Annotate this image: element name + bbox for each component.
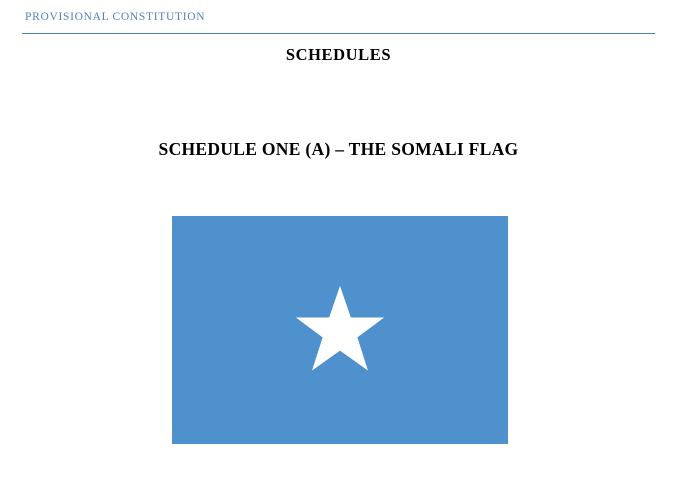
five-pointed-star-icon bbox=[294, 284, 386, 376]
page-title: SCHEDULES bbox=[285, 45, 392, 64]
schedule-heading: SCHEDULE ONE (A) – THE SOMALI FLAG bbox=[158, 139, 519, 159]
flag-figure bbox=[172, 216, 508, 444]
page-header bbox=[0, 0, 677, 34]
running-header-title: PROVISIONAL CONSTITUTION bbox=[25, 11, 206, 23]
header-divider bbox=[22, 33, 655, 34]
somali-flag-image bbox=[172, 216, 508, 444]
